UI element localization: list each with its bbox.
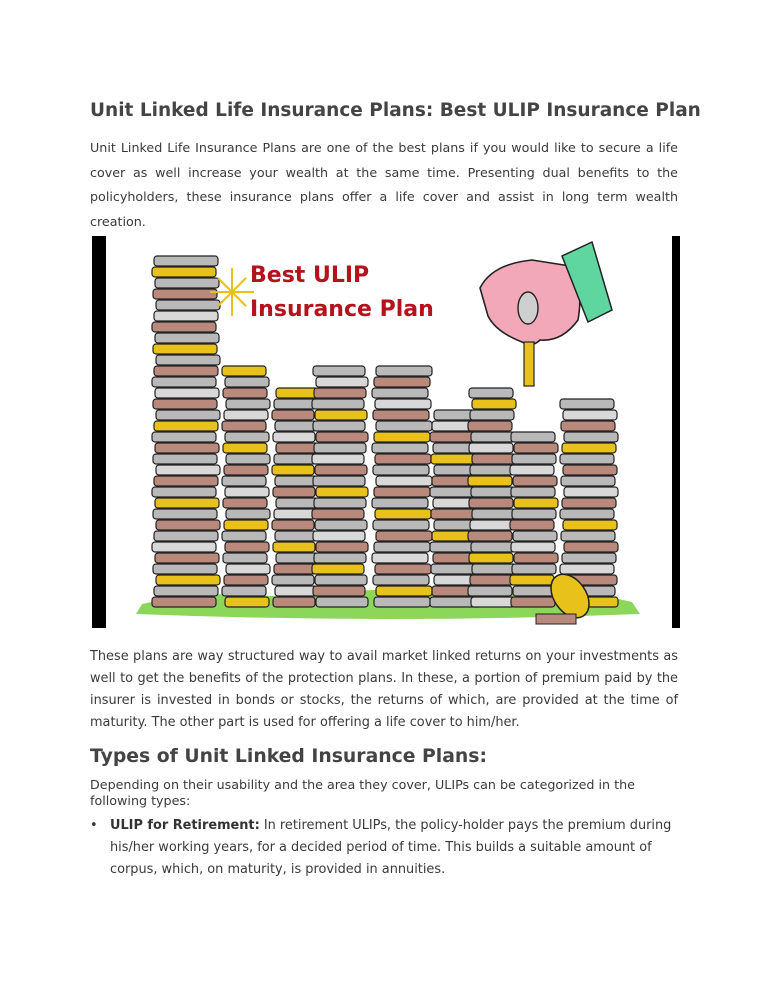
bullet-icon: • [90,818,98,833]
coin [152,542,216,552]
coin [225,487,269,497]
coin [316,432,368,442]
falling-coin [524,342,534,386]
coin [315,520,367,530]
coin [223,553,267,563]
coin [314,498,366,508]
coin [468,586,512,596]
coin [225,377,269,387]
coin [561,421,615,431]
types-heading: Types of Unit Linked Insurance Plans: [90,746,487,767]
coin [561,531,615,541]
coin [469,388,513,398]
coin [222,531,266,541]
coin [511,432,555,442]
coin [373,465,429,475]
coin [226,509,270,519]
list-item-body: In retirement ULIPs, the policy-holder pays the premium during his/her working years, for a decided period of time. This builds a suitable amount of corpus, which, on maturity, is provided in annuities. [110,818,672,877]
coin [372,443,428,453]
coin [275,531,317,541]
coin [222,421,266,431]
coin [472,564,516,574]
coin [153,344,217,354]
coin [375,454,431,464]
list-item-text [110,815,678,881]
coin [224,410,268,420]
coin [153,399,217,409]
coin [471,542,515,552]
coin [375,399,431,409]
coin [225,432,269,442]
coin [156,575,220,585]
coin [275,476,317,486]
coin [468,476,512,486]
ulip-illustration [92,236,680,628]
coin [154,366,218,376]
coin [156,410,220,420]
coin [470,410,514,420]
coin [273,487,315,497]
coin [226,399,270,409]
article-title: Unit Linked Life Insurance Plans: Best ULIP Insurance Plan [90,100,701,121]
coin [511,487,555,497]
coin [372,498,428,508]
coin [375,509,431,519]
coin [274,454,316,464]
coin [470,575,514,585]
coin [564,542,618,552]
coin [152,377,216,387]
coin [226,564,270,574]
coin [561,476,615,486]
coin [272,520,314,530]
coin [222,586,266,596]
coin [513,531,557,541]
coin [155,278,219,288]
coin [312,509,364,519]
coin [276,498,318,508]
coin [560,509,614,519]
coin [563,410,617,420]
coin [223,388,267,398]
coin [373,410,429,420]
coin [563,465,617,475]
coin [514,443,558,453]
coin [316,542,368,552]
coin [154,256,218,266]
coin [315,575,367,585]
coin [471,597,515,607]
coin [376,586,432,596]
coin [274,399,316,409]
coin [469,443,513,453]
coin [223,443,267,453]
coin [312,454,364,464]
coin [316,597,368,607]
coin [314,443,366,453]
coin [513,476,557,486]
coin [272,465,314,475]
coin [372,553,428,563]
coin [156,355,220,365]
coin [511,542,555,552]
coin [468,421,512,431]
coin [512,509,556,519]
coin [374,597,430,607]
coin [512,454,556,464]
coin [316,377,368,387]
coin [156,300,220,310]
coin [373,575,429,585]
coin [469,498,513,508]
coin [152,597,216,607]
coin [374,377,430,387]
coin [470,520,514,530]
coin [468,531,512,541]
coin [152,267,216,277]
coin [376,366,432,376]
coin [224,520,268,530]
coin [226,454,270,464]
coin [154,476,218,486]
paragraph-structure: These plans are way structured way to avail market linked returns on your investments as well to get the benefits of the protection plans. In these, a portion of premium paid by the insurer is invested in bonds or stocks, the returns of which, are provided at the time of maturity. The other part is used for offering a life cover to him/her. [90,649,678,730]
coin [225,542,269,552]
coin [153,289,217,299]
coin [314,553,366,563]
coin [560,564,614,574]
coin [375,564,431,574]
coin [313,531,365,541]
coin [372,388,428,398]
coin [316,487,368,497]
coin [374,542,430,552]
list-item [90,815,680,881]
coin [273,432,315,442]
coin [312,564,364,574]
coin [472,509,516,519]
coin [315,410,367,420]
coin [374,432,430,442]
coin [471,432,515,442]
coin [472,399,516,409]
coin [272,575,314,585]
coin [224,575,268,585]
coin [155,443,219,453]
coin [156,465,220,475]
coin [154,311,218,321]
coin [510,465,554,475]
coin [313,476,365,486]
coin [224,465,268,475]
coin [313,586,365,596]
types-intro: Depending on their usability and the area they cover, ULIPs can be categorized in the following types: [90,777,635,808]
coin [154,586,218,596]
coin [274,509,316,519]
coin [276,553,318,563]
coin [512,564,556,574]
coin [152,432,216,442]
coin [511,597,555,607]
coin [376,476,432,486]
coin [314,388,366,398]
coin [373,520,429,530]
coin [155,498,219,508]
coin [376,531,432,541]
coin [564,487,618,497]
coin [155,333,219,343]
coin [472,454,516,464]
intro-paragraph: Unit Linked Life Insurance Plans are one of the best plans if you would like to secure a life cover as well increase your wealth at the same time. Presenting dual benefits to the policyholders, these insurance plans offer a life cover and assist in long term wealth creation. [90,140,678,229]
coin [155,388,219,398]
coin [274,564,316,574]
coin [315,465,367,475]
coin [225,597,269,607]
coin [153,509,217,519]
coin [223,498,267,508]
coin [272,410,314,420]
coin [562,498,616,508]
coin [510,575,554,585]
coin [273,597,315,607]
coin [153,454,217,464]
coin [154,421,218,431]
coin [155,553,219,563]
coin [560,399,614,409]
coin [376,421,432,431]
coin [222,366,266,376]
coin [154,531,218,541]
coin [275,586,317,596]
coin [156,520,220,530]
coin [560,454,614,464]
coin [276,443,318,453]
coin [152,322,216,332]
coin [470,465,514,475]
coin [471,487,515,497]
coin [562,553,616,563]
coin [313,366,365,376]
coin [152,487,216,497]
coin [275,421,317,431]
coin [276,388,318,398]
coin [510,520,554,530]
coin [273,542,315,552]
image-title-line1: Best ULIP [250,263,370,288]
coin [562,443,616,453]
coin [564,432,618,442]
image-title-line2: Insurance Plan [250,297,434,322]
coin [222,476,266,486]
coin [563,520,617,530]
coin [374,487,430,497]
coin [469,553,513,563]
list-item-label: ULIP for Retirement: [110,818,260,833]
coin [313,421,365,431]
coin [514,553,558,563]
coin [514,498,558,508]
coin [312,399,364,409]
coin [153,564,217,574]
